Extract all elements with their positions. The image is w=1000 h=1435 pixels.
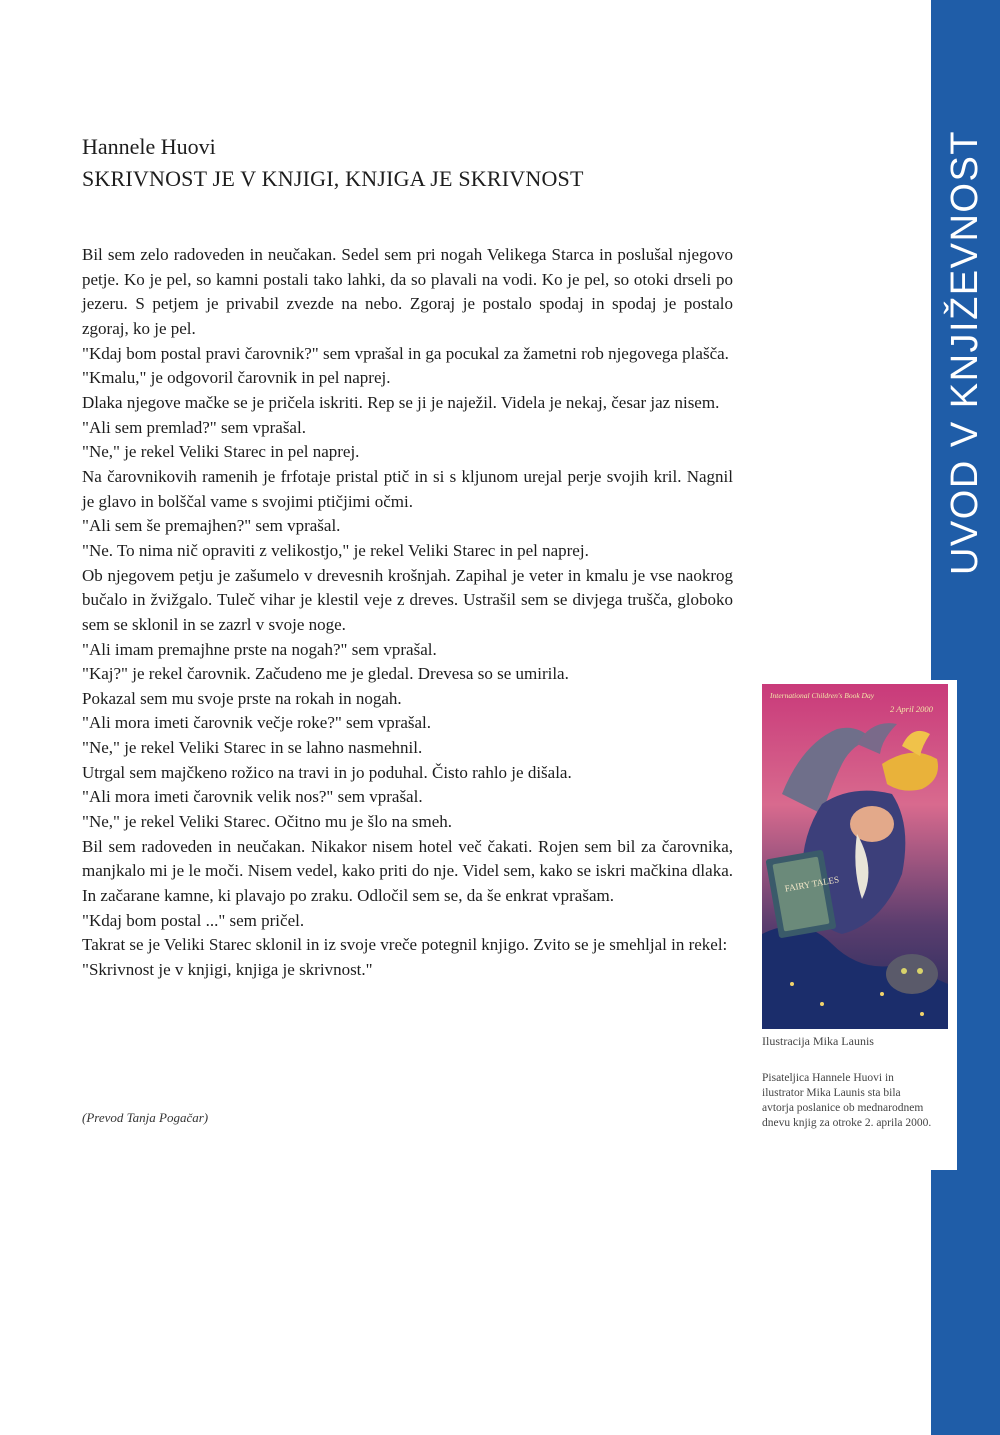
story-paragraph: "Ne," je rekel Veliki Starec in pel naprej. xyxy=(82,442,360,462)
story-paragraph: "Ali mora imeti čarovnik velik nos?" sem vprašal. xyxy=(82,787,423,807)
book-text: FAIRY TALES xyxy=(783,874,840,894)
section-title-vertical xyxy=(931,120,1000,585)
story-paragraph: Takrat se je Veliki Starec sklonil in iz svoje vreče potegnil knjigo. Zvito se je smehljal in rekel: xyxy=(82,935,728,955)
story-paragraph: "Kdaj bom postal ..." sem pričel. xyxy=(82,910,305,930)
illustration-note: Pisateljica Hannele Huovi in ilustrator Mika Launis sta bila avtorja poslanice ob mednarodnem dnevu knjig za otroke 2. aprila 2000. xyxy=(762,1072,932,1129)
story-paragraph: "Kmalu," je odgovoril čarovnik in pel naprej. xyxy=(82,368,391,388)
illustration-date: 2 April 2000 xyxy=(890,704,933,714)
story-paragraph: "Ali sem še premajhen?" sem vprašal. xyxy=(82,516,341,536)
story-paragraph: Dlaka njegove mačke se je pričela iskriti. Rep se ji je naježil. Videla je nekaj, česar jaz nisem. xyxy=(82,392,720,412)
illustration-banner: International Children's Book Day xyxy=(770,691,875,700)
story-paragraph: "Ali mora imeti čarovnik večje roke?" sem vprašal. xyxy=(82,713,432,733)
illustration-caption: Ilustracija Mika Launis xyxy=(762,1034,874,1048)
story-paragraph: "Ne," je rekel Veliki Starec. Očitno mu je šlo na smeh. xyxy=(82,812,452,832)
story-title: SKRIVNOST JE V KNJIGI, KNJIGA JE SKRIVNOST xyxy=(82,166,584,191)
story-paragraph: "Ali sem premlad?" sem vprašal. xyxy=(82,417,306,437)
story-paragraph: "Ali imam premajhne prste na nogah?" sem vprašal. xyxy=(82,639,437,659)
story-paragraph: Ob njegovem petju je zašumelo v drevesnih krošnjah. Zapihal je veter in kmalu je vse naokrog bučalo in žvižgalo. Tuleč vihar je klestil veje z dreves. Ustrašil sem se divjega trušča, globoko sem se sklonil in se zazrl v svoje noge. xyxy=(82,565,733,634)
wizard-illustration-icon xyxy=(762,684,948,1029)
author-name: Hannele Huovi xyxy=(82,134,216,159)
story-paragraph: Bil sem radoveden in neučakan. Nikakor nisem hotel več čakati. Rojen sem bil za čarovnika, manjkalo mi je le moči. Nisem vedel, kako priti do nje. Videl sem, kako se iskri mačkina dlaka. In začarane kamne, ki plavajo po zraku. Odločil sem se, da še enkrat vprašam. xyxy=(82,836,733,906)
story-paragraph: Utrgal sem majčkeno rožico na travi in jo poduhal. Čisto rahlo je dišala. xyxy=(82,762,572,782)
translator-credit: (Prevod Tanja Pogačar) xyxy=(82,1110,209,1125)
story-paragraph: "Kdaj bom postal pravi čarovnik?" sem vprašal in ga pocukal za žametni rob njegovega plašča. xyxy=(82,343,729,363)
story-paragraph: Na čarovnikovih ramenih je frfotaje pristal ptič in si s kljunom urejal perje svojih kril. Nagnil je glavo in bolščal vame s svojimi ptičjimi očmi. xyxy=(82,466,733,511)
illustration-image xyxy=(762,684,948,1029)
story-text xyxy=(82,243,733,983)
story-paragraph: "Ne. To nima nič opraviti z velikostjo," je rekel Veliki Starec in pel naprej. xyxy=(82,540,589,560)
story-paragraph: "Skrivnost je v knjigi, knjiga je skrivnost." xyxy=(82,960,373,980)
story-paragraph: Bil sem zelo radoveden in neučakan. Sedel sem pri nogah Velikega Starca in poslušal njegovo petje. Ko je pel, so kamni postali tako lahki, da so plavali na vodi. Ko je pel, so otoki drseli po jezeru. S petjem je privabil zvezde na nebo. Zgoraj je postalo spodaj in spodaj je postalo zgoraj, ko je pel. xyxy=(82,245,733,338)
story-paragraph: Pokazal sem mu svoje prste na rokah in nogah. xyxy=(82,688,402,708)
section-title-text: UVOD V KNJIŽEVNOST xyxy=(944,129,986,576)
story-paragraph: "Kaj?" je rekel čarovnik. Začudeno me je gledal. Drevesa so se umirila. xyxy=(82,664,569,684)
story-paragraph: "Ne," je rekel Veliki Starec in se lahno nasmehnil. xyxy=(82,738,423,758)
